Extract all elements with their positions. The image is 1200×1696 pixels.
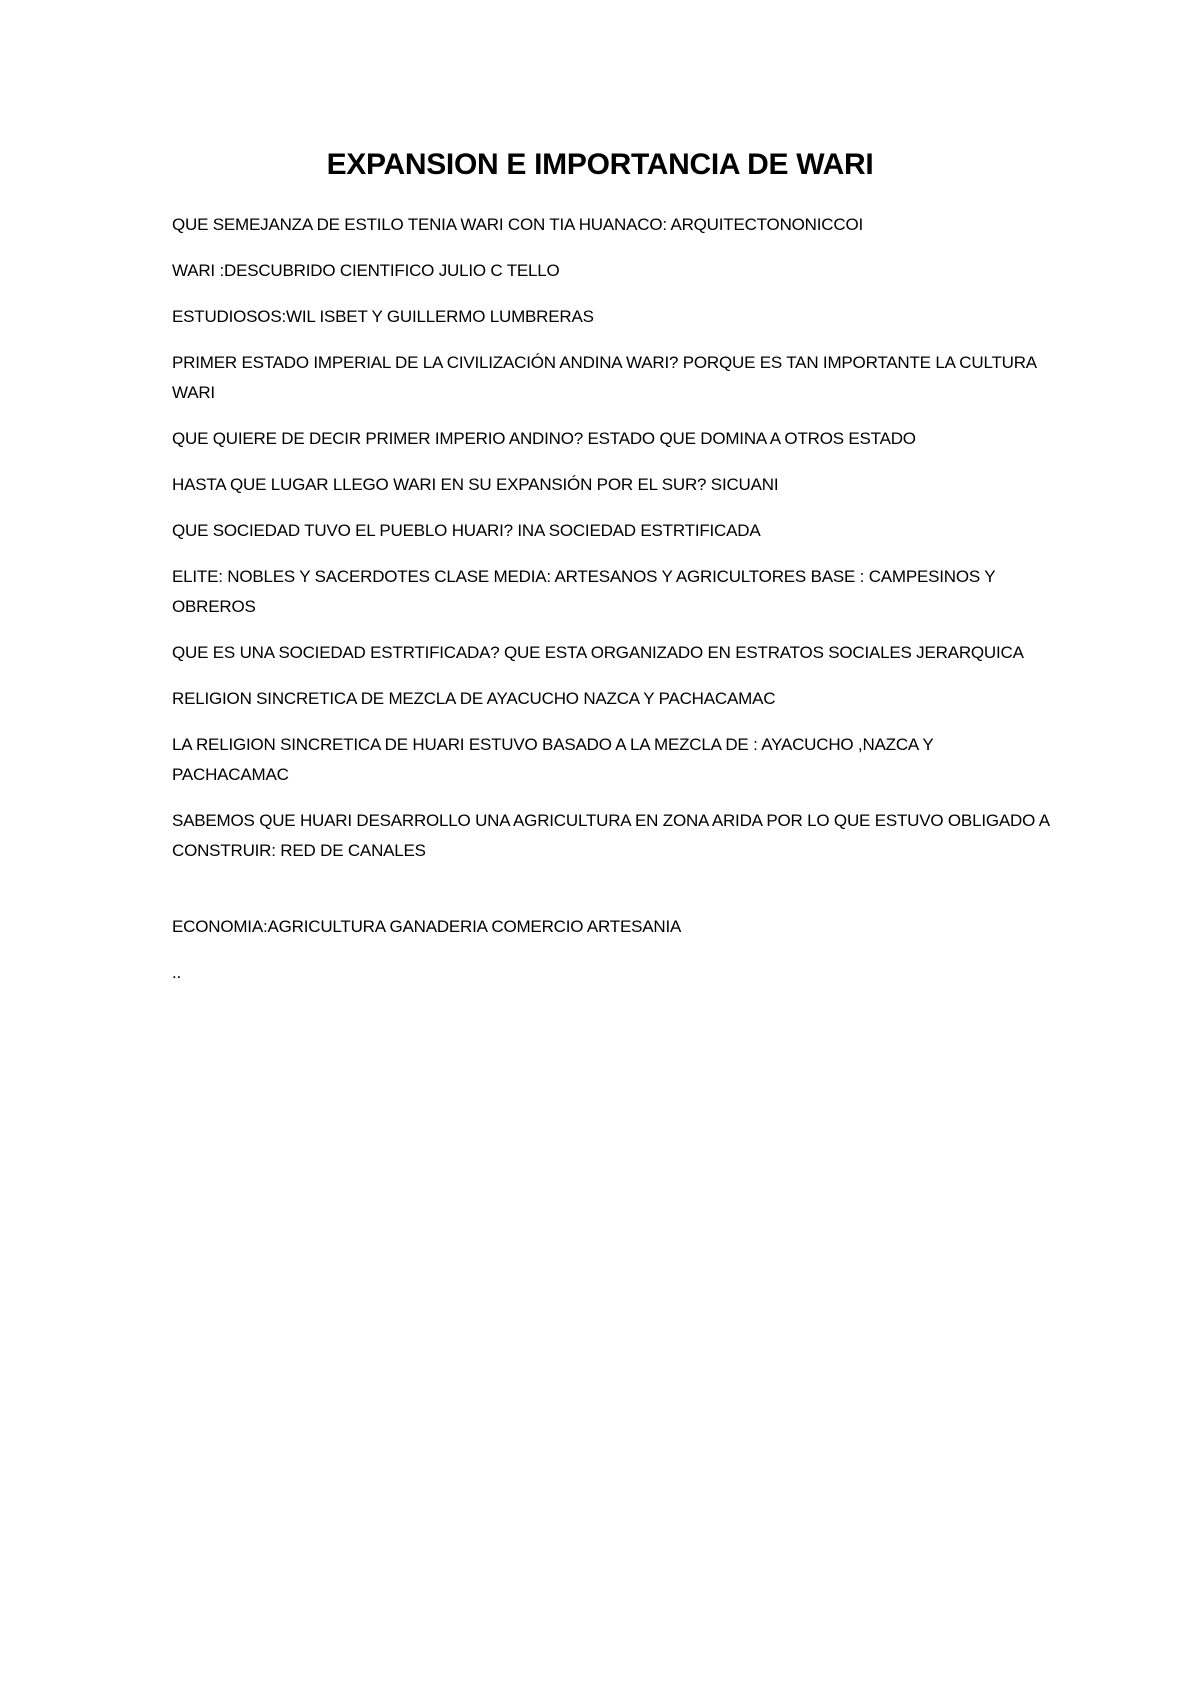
- paragraph-1: QUE SEMEJANZA DE ESTILO TENIA WARI CON TIA HUANACO: ARQUITECTONONICCOI: [172, 215, 863, 234]
- paragraph-3: ESTUDIOSOS:WIL ISBET Y GUILLERMO LUMBRERAS: [172, 307, 594, 326]
- paragraph-5: QUE QUIERE DE DECIR PRIMER IMPERIO ANDINO? ESTADO QUE DOMINA A OTROS ESTADO: [172, 429, 916, 448]
- document-title: EXPANSION E IMPORTANCIA DE WARI: [326, 148, 874, 181]
- paragraph-8: ELITE: NOBLES Y SACERDOTES CLASE MEDIA: ARTESANOS Y AGRICULTORES BASE : CAMPESINOS Y OBREROS: [172, 567, 996, 616]
- paragraph-12: SABEMOS QUE HUARI DESARROLLO UNA AGRICULTURA EN ZONA ARIDA POR LO QUE ESTUVO OBLIGADO A CONSTRUIR: RED DE CANALES: [172, 811, 1049, 860]
- paragraph-4: PRIMER ESTADO IMPERIAL DE LA CIVILIZACIÓN ANDINA WARI? PORQUE ES TAN IMPORTANTE LA CULTURA WARI: [172, 353, 1036, 402]
- paragraph-6: HASTA QUE LUGAR LLEGO WARI EN SU EXPANSIÓN POR EL SUR? SICUANI: [172, 475, 779, 494]
- paragraph-13: ECONOMIA:AGRICULTURA GANADERIA COMERCIO ARTESANIA: [172, 917, 682, 936]
- paragraph-14: ..: [172, 963, 182, 982]
- paragraph-7: QUE SOCIEDAD TUVO EL PUEBLO HUARI? INA SOCIEDAD ESTRTIFICADA: [172, 521, 761, 540]
- document-body: [172, 210, 1052, 1004]
- paragraph-9: QUE ES UNA SOCIEDAD ESTRTIFICADA? QUE ESTA ORGANIZADO EN ESTRATOS SOCIALES JERARQUICA: [172, 643, 1024, 662]
- paragraph-10: RELIGION SINCRETICA DE MEZCLA DE AYACUCHO NAZCA Y PACHACAMAC: [172, 689, 776, 708]
- paragraph-11: LA RELIGION SINCRETICA DE HUARI ESTUVO BASADO A LA MEZCLA DE : AYACUCHO ,NAZCA Y PACHACAMAC: [172, 735, 934, 784]
- paragraph-2: WARI :DESCUBRIDO CIENTIFICO JULIO C TELLO: [172, 261, 560, 280]
